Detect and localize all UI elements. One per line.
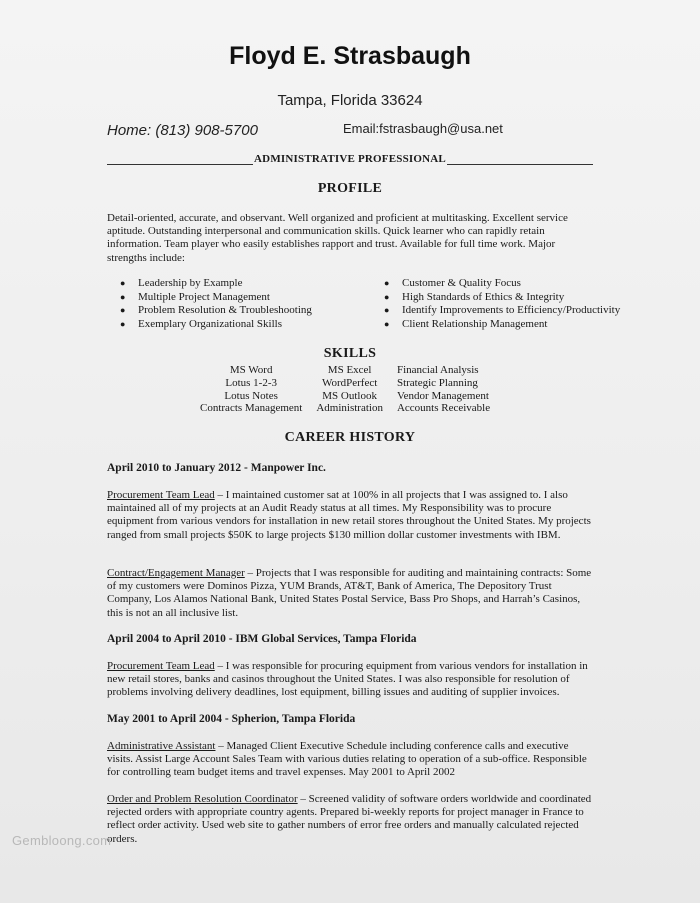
title-rule-left — [107, 155, 253, 165]
job-header: May 2001 to April 2004 - Spherion, Tampa Florida — [107, 713, 356, 725]
skill-item: WordPerfect — [321, 376, 378, 389]
bullet-icon: ● — [384, 291, 390, 302]
role-title: Administrative Assistant — [107, 740, 216, 752]
skill-item: Strategic Planning — [396, 376, 478, 389]
skills-column-2 — [316, 364, 383, 415]
candidate-name: Floyd E. Strasbaugh — [229, 42, 471, 70]
role-entry — [107, 740, 593, 780]
list-item: ● Problem Resolution & Troubleshooting — [120, 304, 312, 316]
bullet-icon: ● — [120, 278, 126, 288]
skill-item: MS Outlook — [322, 389, 377, 402]
skills-column-1 — [200, 364, 302, 415]
skill-item: Financial Analysis — [396, 364, 479, 376]
strengths-right-list — [384, 277, 644, 331]
bullet-icon: ● — [120, 318, 126, 329]
role-title: Contract/Engagement Manager — [107, 567, 245, 579]
email: Email:fstrasbaugh@usa.net — [343, 121, 503, 136]
watermark: Gembloong.com — [12, 833, 112, 848]
address: Tampa, Florida 33624 — [277, 92, 423, 109]
role-entry — [107, 793, 593, 846]
home-phone: Home: (813) 908-5700 — [107, 122, 258, 139]
bullet-icon: ● — [120, 291, 126, 302]
list-item: ● High Standards of Ethics & Integrity — [384, 290, 565, 303]
role-description: – Screened validity of software orders worldwide and coordinated rejected orders with appropriate country agents. Prepared bi-weekly reports for project manager in France to reflect order activity. Used web site to gather numbers of error free orders and manually calculated rejected orders. — [107, 793, 592, 845]
list-item: ● Multiple Project Management — [120, 290, 270, 303]
role-title: Procurement Team Lead — [107, 660, 215, 672]
list-item: ● Customer & Quality Focus — [384, 277, 521, 289]
skill-item: MS Excel — [327, 364, 372, 376]
professional-title: ADMINISTRATIVE PROFESSIONAL — [254, 153, 446, 165]
job-header: April 2010 to January 2012 - Manpower Inc. — [107, 462, 326, 474]
skill-item: MS Word — [229, 364, 273, 376]
skill-item: Vendor Management — [396, 389, 489, 402]
list-item: ● Leadership by Example — [120, 277, 243, 289]
role-description: – I maintained customer sat at 100% in all projects that I was assigned to. I also maintained all of my projects at an Audit Ready status at all times. My Responsibility was to procure equipment from various vendors for installation in new retail stores throughout the United States. My projects ranged from small projects $50K to large projects $130 million dollar customer investments with IBM. — [107, 489, 591, 541]
profile-heading: PROFILE — [317, 181, 383, 196]
role-title: Order and Problem Resolution Coordinator — [107, 793, 298, 805]
list-item: ● Client Relationship Management — [384, 317, 548, 330]
bullet-icon: ● — [384, 278, 390, 288]
bullet-icon: ● — [384, 318, 390, 329]
skill-item: Lotus 1-2-3 — [225, 376, 277, 389]
skill-item: Accounts Receivable — [396, 402, 491, 415]
role-description: – Projects that I was responsible for auditing and maintaining contracts: Some of my customers were Dominos Pizza, YUM Brands, AT&T, Bank of America, The Depository Trust Company, Los Alamos National Bank, United States Postal Service, Bass Pro Shops, and Harrah’s Casinos, this is not an all inclusive list. — [107, 567, 592, 619]
role-entry — [107, 567, 593, 620]
strengths-left-list — [120, 277, 380, 331]
list-item: ● Exemplary Organizational Skills — [120, 317, 282, 330]
bullet-icon: ● — [384, 305, 390, 315]
skill-item: Contracts Management — [200, 402, 303, 415]
job-header: April 2004 to April 2010 - IBM Global Services, Tampa Florida — [107, 633, 417, 645]
role-description: – I was responsible for procuring equipment from various vendors for installation in new retail stores, banks and casinos throughout the United States. I was also responsible for resolution of problems involving delivery deadlines, lost equipment, billing issues and auditing of supplier invoices. — [107, 660, 588, 699]
role-entry — [107, 660, 593, 700]
skills-column-3 — [397, 364, 490, 415]
role-title: Procurement Team Lead — [107, 489, 215, 501]
career-heading: CAREER HISTORY — [284, 430, 416, 445]
bullet-icon: ● — [120, 305, 126, 315]
title-rule-right — [447, 155, 593, 165]
role-description: – Managed Client Executive Schedule including conference calls and executive visits. Assist Large Account Sales Team with various duties relating to operation of a sub-office. Responsible for controlling team budget items and travel expenses. May 2001 to April 2002 — [107, 740, 587, 779]
role-entry — [107, 489, 593, 542]
profile-text: Detail-oriented, accurate, and observant. Well organized and proficient at multitasking. Excellent service aptitude. Outstanding interpersonal and communication skills. Quick learner who can rapidly retain information. Team player who easily establishes rapport and trust. Available for full time work. Major strengths include: — [107, 212, 568, 264]
list-item: ● Identify Improvements to Efficiency/Productivity — [384, 304, 621, 316]
skills-heading: SKILLS — [323, 346, 377, 361]
skill-item: Administration — [316, 402, 383, 415]
skill-item: Lotus Notes — [224, 389, 278, 402]
professional-title-line — [107, 153, 593, 165]
skills-grid — [200, 364, 490, 415]
